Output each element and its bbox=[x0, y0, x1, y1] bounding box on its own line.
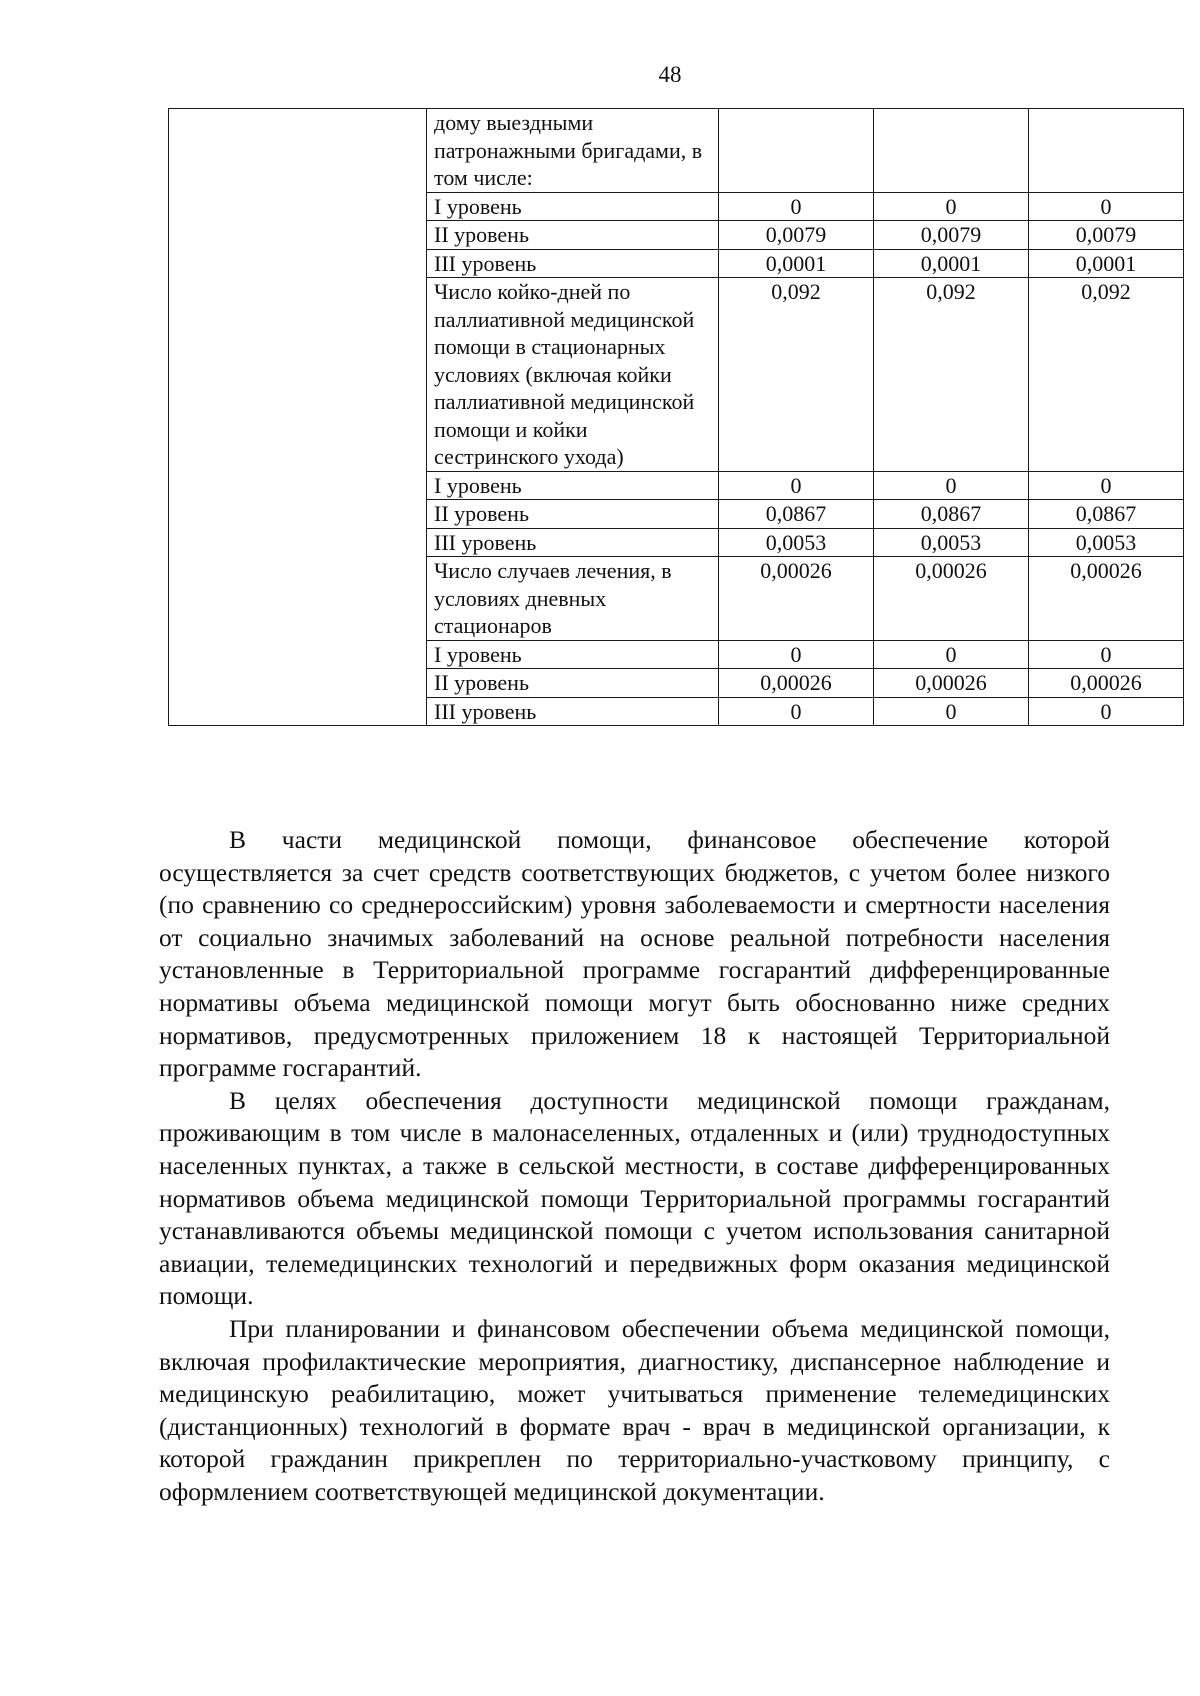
row-label: I уровень bbox=[427, 640, 719, 669]
value-cell: 0,0001 bbox=[874, 249, 1029, 278]
row-label: Число случаев лечения, в условиях дневных стационаров bbox=[427, 557, 719, 641]
row-label: II уровень bbox=[427, 500, 719, 529]
row-label: II уровень bbox=[427, 669, 719, 698]
value-cell: 0,092 bbox=[1029, 278, 1184, 472]
value-cell: 0,0053 bbox=[1029, 528, 1184, 557]
value-cell: 0,00026 bbox=[1029, 669, 1184, 698]
value-cell: 0,0053 bbox=[719, 528, 874, 557]
row-label: I уровень bbox=[427, 471, 719, 500]
value-cell: 0,0079 bbox=[719, 221, 874, 250]
value-cell: 0 bbox=[874, 640, 1029, 669]
value-cell: 0,0079 bbox=[874, 221, 1029, 250]
row-label: Число койко-дней по паллиативной медицинской помощи в стационарных условиях (включая койки паллиативной медицинской помощи и койки сестринского ухода) bbox=[427, 278, 719, 472]
value-cell: 0,00026 bbox=[719, 669, 874, 698]
row-label: II уровень bbox=[427, 221, 719, 250]
value-cell: 0 bbox=[1029, 697, 1184, 726]
paragraph: В части медицинской помощи, финансовое обеспечение которой осуществляется за счет средств соответствующих бюджетов, с учетом более низкого (по сравнению со среднероссийским) уровня заболеваемости и смертности населения от социально значимых заболеваний на основе реальной потребности населения установленные в Территориальной программе госгарантий дифференцированные нормативы объема медицинской помощи могут быть обоснованно ниже средних нормативов, предусмотренных приложением 18 к настоящей Территориальной программе госгарантий. bbox=[159, 825, 1110, 1083]
value-cell: 0 bbox=[719, 697, 874, 726]
value-cell: 0,0053 bbox=[874, 528, 1029, 557]
value-cell: 0 bbox=[719, 640, 874, 669]
value-cell: 0,00026 bbox=[874, 669, 1029, 698]
value-cell: 0,0001 bbox=[719, 249, 874, 278]
value-cell: 0,0867 bbox=[1029, 500, 1184, 529]
value-cell: 0,00026 bbox=[1029, 557, 1184, 641]
page-number: 48 bbox=[658, 62, 682, 87]
value-cell: 0,092 bbox=[874, 278, 1029, 472]
value-cell: 0 bbox=[719, 471, 874, 500]
value-cell: 0,0001 bbox=[1029, 249, 1184, 278]
paragraph: В целях обеспечения доступности медицинской помощи гражданам, проживающим в том числе в малонаселенных, отдаленных и (или) труднодоступных населенных пунктах, а также в сельской местности, в составе дифференцированных нормативов объема медицинской помощи Территориальной программы госгарантий устанавливаются объемы медицинской помощи с учетом использования санитарной авиации, телемедицинских технологий и передвижных форм оказания медицинской помощи. bbox=[159, 1085, 1110, 1311]
value-cell: 0,00026 bbox=[719, 557, 874, 641]
table-body bbox=[169, 109, 1184, 726]
volume-norms-table bbox=[168, 108, 1184, 726]
value-cell bbox=[1029, 109, 1184, 193]
value-cell: 0 bbox=[1029, 192, 1184, 221]
value-cell: 0,00026 bbox=[874, 557, 1029, 641]
value-cell bbox=[874, 109, 1029, 193]
value-cell bbox=[719, 109, 874, 193]
row-label: I уровень bbox=[427, 192, 719, 221]
value-cell: 0 bbox=[874, 192, 1029, 221]
body-text bbox=[159, 824, 1110, 1508]
paragraph: При планировании и финансовом обеспечении объема медицинской помощи, включая профилактические мероприятия, диагностику, диспансерное наблюдение и медицинскую реабилитацию, может учитываться применение телемедицинских (дистанционных) технологий в формате врач - врач в медицинской организации, к которой гражданин прикреплен по территориально-участковому принципу, с оформлением соответствующей медицинской документации. bbox=[159, 1313, 1110, 1506]
table-row bbox=[169, 109, 1184, 193]
row-label: III уровень bbox=[427, 249, 719, 278]
value-cell: 0 bbox=[874, 697, 1029, 726]
value-cell: 0 bbox=[1029, 471, 1184, 500]
value-cell: 0 bbox=[1029, 640, 1184, 669]
value-cell: 0,0867 bbox=[874, 500, 1029, 529]
value-cell: 0 bbox=[719, 192, 874, 221]
value-cell: 0,0867 bbox=[719, 500, 874, 529]
value-cell: 0 bbox=[874, 471, 1029, 500]
merged-first-column-cell bbox=[169, 109, 427, 726]
row-label: III уровень bbox=[427, 697, 719, 726]
row-label: III уровень bbox=[427, 528, 719, 557]
value-cell: 0,0079 bbox=[1029, 221, 1184, 250]
value-cell: 0,092 bbox=[719, 278, 874, 472]
row-label: дому выездными патронажными бригадами, в том числе: bbox=[427, 109, 719, 193]
